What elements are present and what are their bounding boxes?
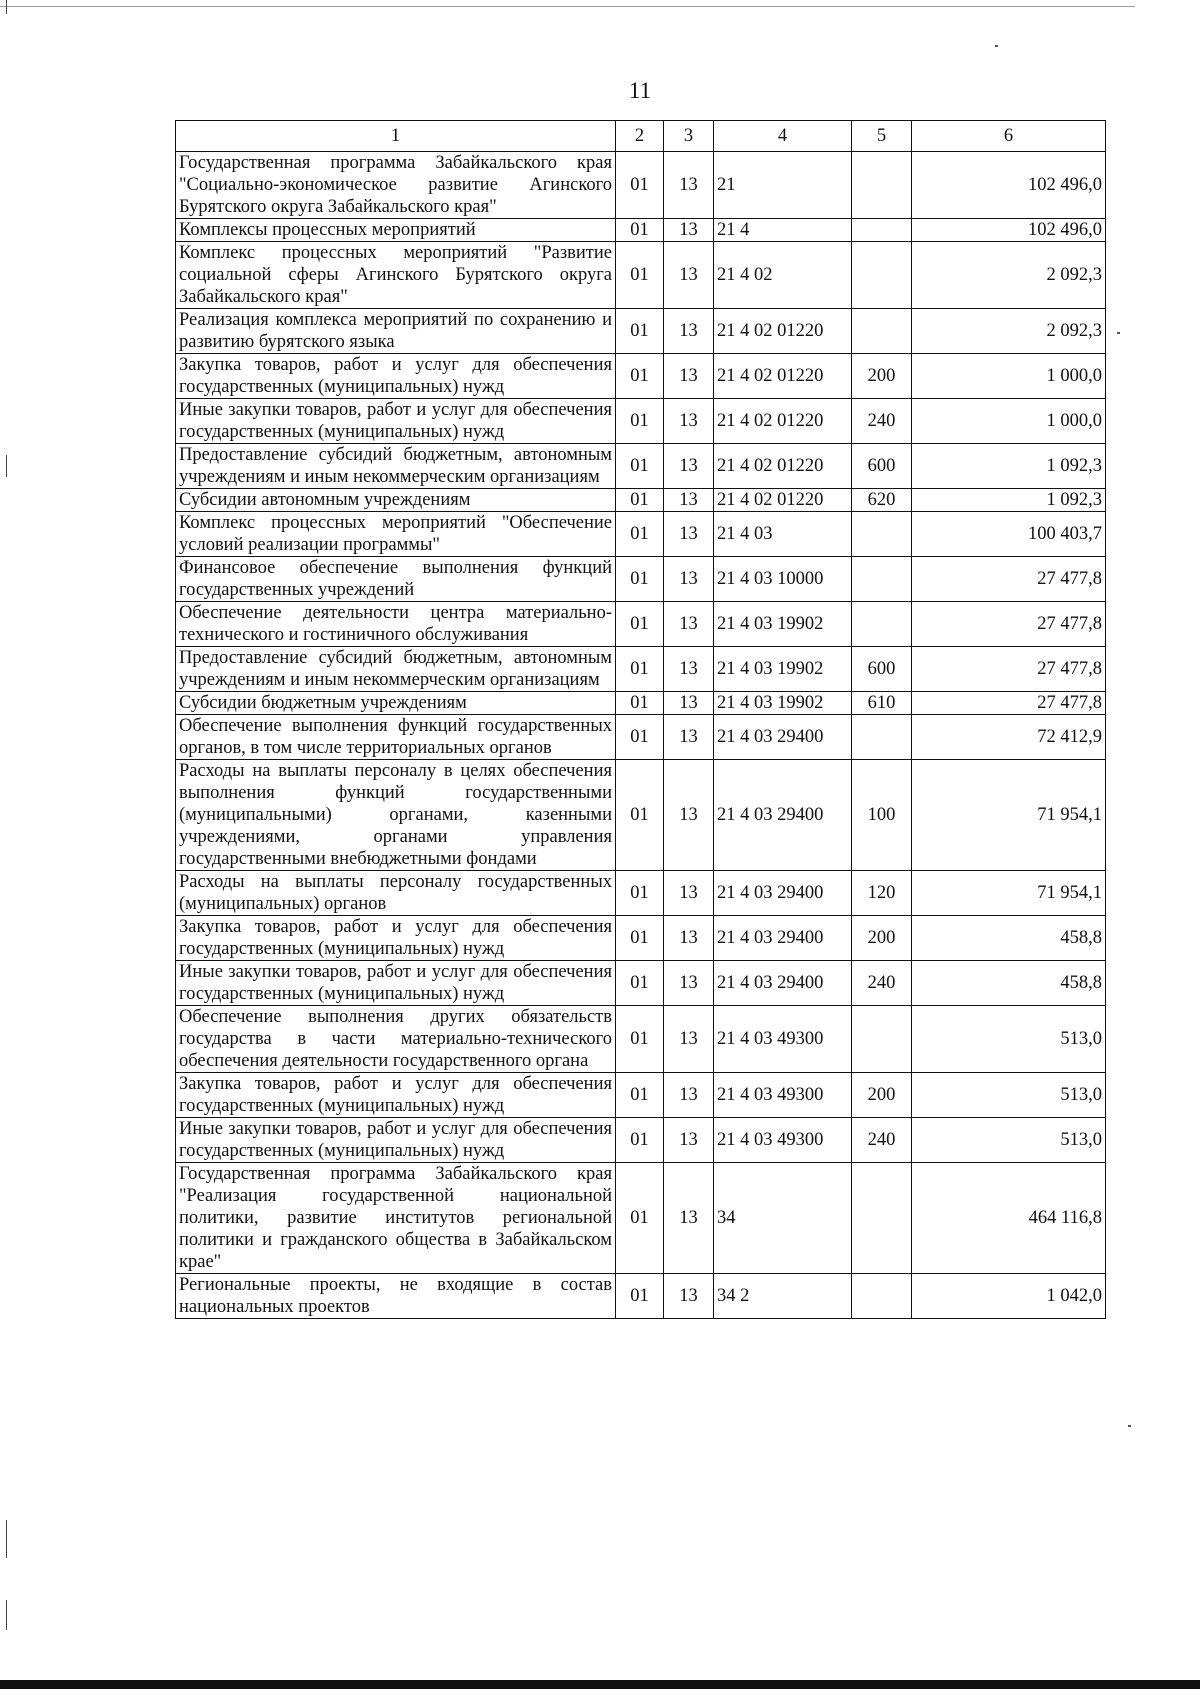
row-name-cell: Комплекс процессных мероприятий "Обеспечение условий реализации программы" <box>176 512 616 557</box>
target-code-cell: 21 4 03 49300 <box>714 1118 852 1163</box>
row-name-cell: Закупка товаров, работ и услуг для обеспечения государственных (муниципальных) нужд <box>176 916 616 961</box>
subsection-cell: 13 <box>664 557 714 602</box>
scan-edge-mark <box>6 1520 7 1558</box>
column-header: 4 <box>714 121 852 152</box>
expense-type-cell: 200 <box>852 1073 912 1118</box>
expense-type-cell <box>852 602 912 647</box>
table-row <box>176 152 1106 219</box>
subsection-cell: 13 <box>664 399 714 444</box>
table-row <box>176 715 1106 760</box>
expense-type-cell <box>852 152 912 219</box>
row-name-cell: Предоставление субсидий бюджетным, автономным учреждениям и иным некоммерческим организациям <box>176 444 616 489</box>
subsection-cell: 13 <box>664 692 714 715</box>
table-row <box>176 871 1106 916</box>
target-code-cell: 21 <box>714 152 852 219</box>
expense-type-cell: 200 <box>852 916 912 961</box>
section-cell: 01 <box>616 557 664 602</box>
subsection-cell: 13 <box>664 354 714 399</box>
amount-cell: 71 954,1 <box>912 760 1106 871</box>
scan-edge-mark <box>6 1600 7 1630</box>
subsection-cell: 13 <box>664 961 714 1006</box>
section-cell: 01 <box>616 1274 664 1319</box>
scan-speck <box>995 45 998 47</box>
section-cell: 01 <box>616 1118 664 1163</box>
budget-table <box>175 120 1106 1319</box>
expense-type-cell <box>852 715 912 760</box>
expense-type-cell: 100 <box>852 760 912 871</box>
section-cell: 01 <box>616 444 664 489</box>
table-row <box>176 916 1106 961</box>
amount-cell: 1 092,3 <box>912 444 1106 489</box>
subsection-cell: 13 <box>664 489 714 512</box>
amount-cell: 458,8 <box>912 916 1106 961</box>
expense-type-cell: 120 <box>852 871 912 916</box>
target-code-cell: 21 4 03 29400 <box>714 871 852 916</box>
subsection-cell: 13 <box>664 647 714 692</box>
table-row <box>176 602 1106 647</box>
subsection-cell: 13 <box>664 1274 714 1319</box>
scan-speck <box>1117 332 1120 334</box>
subsection-cell: 13 <box>664 760 714 871</box>
column-header: 1 <box>176 121 616 152</box>
row-name-cell: Финансовое обеспечение выполнения функций государственных учреждений <box>176 557 616 602</box>
section-cell: 01 <box>616 512 664 557</box>
amount-cell: 513,0 <box>912 1073 1106 1118</box>
target-code-cell: 21 4 03 29400 <box>714 961 852 1006</box>
expense-type-cell: 240 <box>852 961 912 1006</box>
subsection-cell: 13 <box>664 444 714 489</box>
section-cell: 01 <box>616 1073 664 1118</box>
table-row <box>176 1274 1106 1319</box>
subsection-cell: 13 <box>664 152 714 219</box>
table-row <box>176 1118 1106 1163</box>
target-code-cell: 21 4 02 01220 <box>714 399 852 444</box>
row-name-cell: Иные закупки товаров, работ и услуг для обеспечения государственных (муниципальных) нужд <box>176 399 616 444</box>
section-cell: 01 <box>616 692 664 715</box>
amount-cell: 27 477,8 <box>912 647 1106 692</box>
target-code-cell: 21 4 03 10000 <box>714 557 852 602</box>
section-cell: 01 <box>616 715 664 760</box>
expense-type-cell: 200 <box>852 354 912 399</box>
table-row <box>176 354 1106 399</box>
scan-bottom-bar <box>0 1680 1200 1689</box>
table-row <box>176 961 1106 1006</box>
subsection-cell: 13 <box>664 219 714 242</box>
target-code-cell: 21 4 03 19902 <box>714 692 852 715</box>
row-name-cell: Закупка товаров, работ и услуг для обеспечения государственных (муниципальных) нужд <box>176 1073 616 1118</box>
amount-cell: 458,8 <box>912 961 1106 1006</box>
target-code-cell: 21 4 02 01220 <box>714 489 852 512</box>
subsection-cell: 13 <box>664 715 714 760</box>
amount-cell: 2 092,3 <box>912 309 1106 354</box>
expense-type-cell <box>852 1006 912 1073</box>
subsection-cell: 13 <box>664 916 714 961</box>
table-row <box>176 1073 1106 1118</box>
target-code-cell: 21 4 03 49300 <box>714 1006 852 1073</box>
subsection-cell: 13 <box>664 602 714 647</box>
scan-speck <box>1128 1425 1131 1427</box>
row-name-cell: Иные закупки товаров, работ и услуг для обеспечения государственных (муниципальных) нужд <box>176 961 616 1006</box>
row-name-cell: Государственная программа Забайкальского края "Реализация государственной национальной политики, развитие институтов региональной политики и гражданского общества в Забайкальском крае" <box>176 1163 616 1274</box>
target-code-cell: 34 <box>714 1163 852 1274</box>
table-header-row <box>176 121 1106 152</box>
section-cell: 01 <box>616 354 664 399</box>
amount-cell: 1 000,0 <box>912 354 1106 399</box>
column-header: 3 <box>664 121 714 152</box>
expense-type-cell: 240 <box>852 1118 912 1163</box>
amount-cell: 2 092,3 <box>912 242 1106 309</box>
amount-cell: 27 477,8 <box>912 557 1106 602</box>
expense-type-cell <box>852 512 912 557</box>
table-body <box>176 152 1106 1319</box>
section-cell: 01 <box>616 489 664 512</box>
expense-type-cell <box>852 242 912 309</box>
amount-cell: 1 092,3 <box>912 489 1106 512</box>
expense-type-cell <box>852 309 912 354</box>
section-cell: 01 <box>616 1163 664 1274</box>
target-code-cell: 34 2 <box>714 1274 852 1319</box>
subsection-cell: 13 <box>664 309 714 354</box>
row-name-cell: Расходы на выплаты персоналу государственных (муниципальных) органов <box>176 871 616 916</box>
scan-edge-mark <box>6 455 7 477</box>
row-name-cell: Субсидии бюджетным учреждениям <box>176 692 616 715</box>
target-code-cell: 21 4 02 <box>714 242 852 309</box>
row-name-cell: Государственная программа Забайкальского края "Социально-экономическое развитие Агинского Бурятского округа Забайкальского края" <box>176 152 616 219</box>
target-code-cell: 21 4 03 <box>714 512 852 557</box>
section-cell: 01 <box>616 916 664 961</box>
amount-cell: 1 000,0 <box>912 399 1106 444</box>
column-header: 5 <box>852 121 912 152</box>
expense-type-cell <box>852 1274 912 1319</box>
expense-type-cell: 610 <box>852 692 912 715</box>
table-row <box>176 309 1106 354</box>
amount-cell: 513,0 <box>912 1118 1106 1163</box>
table-row <box>176 489 1106 512</box>
row-name-cell: Обеспечение деятельности центра материально-технического и гостиничного обслуживания <box>176 602 616 647</box>
scan-edge-mark <box>6 0 7 14</box>
section-cell: 01 <box>616 1006 664 1073</box>
row-name-cell: Комплекс процессных мероприятий "Развитие социальной сферы Агинского Бурятского округа Забайкальского края" <box>176 242 616 309</box>
target-code-cell: 21 4 03 29400 <box>714 760 852 871</box>
amount-cell: 100 403,7 <box>912 512 1106 557</box>
row-name-cell: Предоставление субсидий бюджетным, автономным учреждениям и иным некоммерческим организациям <box>176 647 616 692</box>
target-code-cell: 21 4 03 29400 <box>714 916 852 961</box>
subsection-cell: 13 <box>664 1118 714 1163</box>
row-name-cell: Закупка товаров, работ и услуг для обеспечения государственных (муниципальных) нужд <box>176 354 616 399</box>
table-row <box>176 242 1106 309</box>
expense-type-cell: 600 <box>852 444 912 489</box>
table-row <box>176 444 1106 489</box>
row-name-cell: Расходы на выплаты персоналу в целях обеспечения выполнения функций государственными (муниципальными) органами, казенными учреждениями, органами управления государственными внебюджетными фондами <box>176 760 616 871</box>
row-name-cell: Субсидии автономным учреждениям <box>176 489 616 512</box>
target-code-cell: 21 4 02 01220 <box>714 354 852 399</box>
section-cell: 01 <box>616 219 664 242</box>
row-name-cell: Иные закупки товаров, работ и услуг для обеспечения государственных (муниципальных) нужд <box>176 1118 616 1163</box>
subsection-cell: 13 <box>664 1073 714 1118</box>
amount-cell: 102 496,0 <box>912 152 1106 219</box>
section-cell: 01 <box>616 961 664 1006</box>
subsection-cell: 13 <box>664 871 714 916</box>
target-code-cell: 21 4 <box>714 219 852 242</box>
amount-cell: 72 412,9 <box>912 715 1106 760</box>
expense-type-cell <box>852 557 912 602</box>
section-cell: 01 <box>616 760 664 871</box>
amount-cell: 71 954,1 <box>912 871 1106 916</box>
expense-type-cell: 600 <box>852 647 912 692</box>
table-row <box>176 512 1106 557</box>
expense-type-cell <box>852 1163 912 1274</box>
row-name-cell: Комплексы процессных мероприятий <box>176 219 616 242</box>
amount-cell: 513,0 <box>912 1006 1106 1073</box>
target-code-cell: 21 4 03 49300 <box>714 1073 852 1118</box>
table-row <box>176 647 1106 692</box>
row-name-cell: Обеспечение выполнения других обязательств государства в части материально-технического обеспечения деятельности государственного органа <box>176 1006 616 1073</box>
expense-type-cell <box>852 219 912 242</box>
subsection-cell: 13 <box>664 1006 714 1073</box>
table-row <box>176 1006 1106 1073</box>
amount-cell: 1 042,0 <box>912 1274 1106 1319</box>
expense-type-cell: 240 <box>852 399 912 444</box>
amount-cell: 102 496,0 <box>912 219 1106 242</box>
section-cell: 01 <box>616 871 664 916</box>
target-code-cell: 21 4 02 01220 <box>714 309 852 354</box>
table-row <box>176 1163 1106 1274</box>
subsection-cell: 13 <box>664 242 714 309</box>
column-header: 6 <box>912 121 1106 152</box>
amount-cell: 464 116,8 <box>912 1163 1106 1274</box>
target-code-cell: 21 4 03 29400 <box>714 715 852 760</box>
row-name-cell: Региональные проекты, не входящие в состав национальных проектов <box>176 1274 616 1319</box>
row-name-cell: Обеспечение выполнения функций государственных органов, в том числе территориальных органов <box>176 715 616 760</box>
section-cell: 01 <box>616 399 664 444</box>
table-row <box>176 399 1106 444</box>
column-header: 2 <box>616 121 664 152</box>
table-row <box>176 760 1106 871</box>
section-cell: 01 <box>616 602 664 647</box>
table-row <box>176 557 1106 602</box>
expense-type-cell: 620 <box>852 489 912 512</box>
section-cell: 01 <box>616 309 664 354</box>
table-row <box>176 692 1106 715</box>
page-number: 11 <box>628 78 652 103</box>
table-row <box>176 219 1106 242</box>
amount-cell: 27 477,8 <box>912 692 1106 715</box>
row-name-cell: Реализация комплекса мероприятий по сохранению и развитию бурятского языка <box>176 309 616 354</box>
target-code-cell: 21 4 03 19902 <box>714 647 852 692</box>
section-cell: 01 <box>616 242 664 309</box>
subsection-cell: 13 <box>664 512 714 557</box>
section-cell: 01 <box>616 152 664 219</box>
amount-cell: 27 477,8 <box>912 602 1106 647</box>
subsection-cell: 13 <box>664 1163 714 1274</box>
section-cell: 01 <box>616 647 664 692</box>
target-code-cell: 21 4 02 01220 <box>714 444 852 489</box>
scan-top-rule <box>0 6 1135 7</box>
target-code-cell: 21 4 03 19902 <box>714 602 852 647</box>
